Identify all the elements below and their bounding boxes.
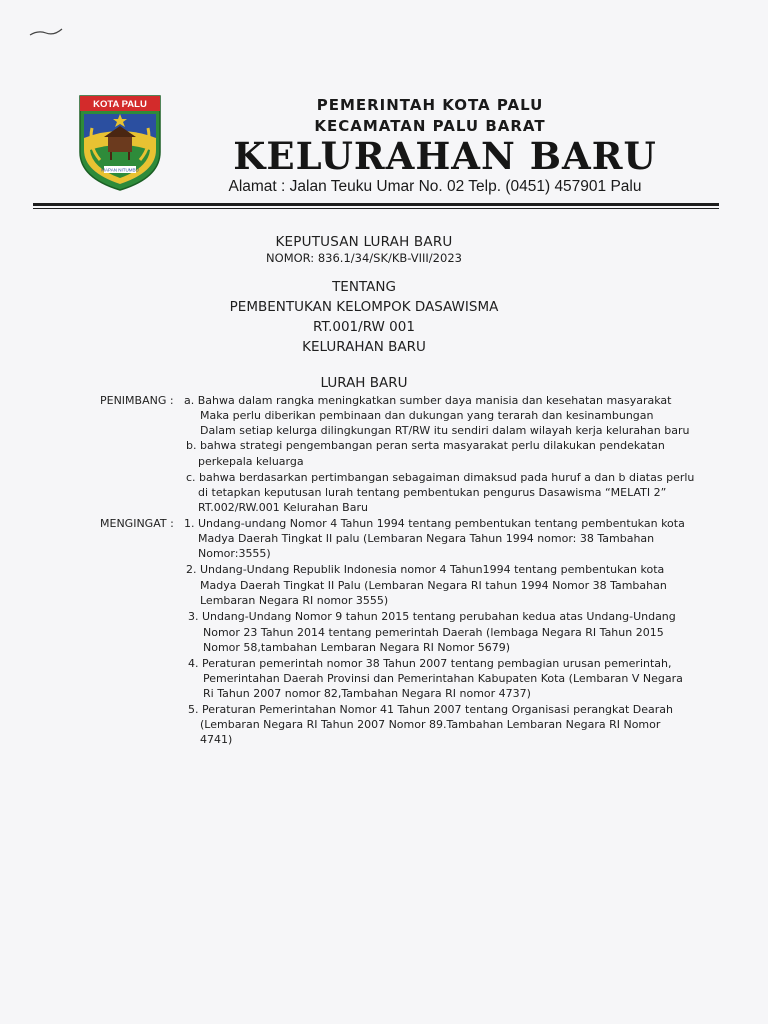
mengingat-line: Nomor:3555) [198,547,271,560]
decision-title: KEPUTUSAN LURAH BARU [275,234,453,250]
mengingat-line: 1. Undang-undang Nomor 4 Tahun 1994 tentang pembentukan tentang pembentukan kota [184,517,685,530]
mengingat-line: Ri Tahun 2007 nomor 82,Tambahan Negara RI nomor 4737) [203,687,531,700]
penimbang-line: Dalam setiap kelurga dilingkungan RT/RW itu sendiri dalam wilayah kerja kelurahan baru [200,424,690,437]
penimbang-line: perkepala keluarga [198,455,304,468]
logo-text: KOTA PALU [93,99,147,110]
scan-mark [28,26,64,38]
mengingat-line: Pemerintahan Daerah Provinsi dan Pemerintahan Kabupaten Kota (Lembaran V Negara [203,672,683,685]
penimbang-line: a. Bahwa dalam rangka meningkatkan sumber daya manisia dan kesehatan masyarakat [184,394,672,407]
header-title: KELURAHAN BARU [233,134,657,178]
mengingat-line: 4741) [200,733,233,746]
mengingat-line: 4. Peraturan pemerintah nomor 38 Tahun 2007 tentang pembagian urusan pemerintah, [188,657,672,670]
mengingat-label: MENGINGAT : [100,517,174,530]
decision-rt-rw: RT.001/RW 001 [313,319,415,335]
mengingat-line: Madya Daerah Tingkat II Palu (Lembaran Negara RI tahun 1994 Nomor 38 Tambahan [200,579,667,592]
mengingat-line: 3. Undang-Undang Nomor 9 tahun 2015 tentang perubahan kedua atas Undang-Undang [188,610,676,623]
decision-kelurahan: KELURAHAN BARU [302,339,426,355]
header-government: PEMERINTAH KOTA PALU [316,96,544,114]
penimbang-line: di tetapkan keputusan lurah tentang pembentukan pengurus Dasawisma “MELATI 2” [198,486,667,499]
header-rule-thick [33,203,719,206]
header-address: Alamat : Jalan Teuku Umar No. 02 Telp. (0451) 457901 Palu [228,178,642,195]
kota-palu-emblem-icon [78,94,162,192]
penimbang-line: c. bahwa berdasarkan pertimbangan sebagaiman dimaksud pada huruf a dan b diatas perlu [186,471,695,484]
logo-banner: MAPAN NITUMBU [101,167,139,173]
mengingat-line: Madya Daerah Tingkat II palu (Lembaran Negara Tahun 1994 nomor: 38 Tambahan [198,532,655,545]
decision-subject: PEMBENTUKAN KELOMPOK DASAWISMA [229,299,499,315]
mengingat-line: 2. Undang-Undang Republik Indonesia nomor 4 Tahun1994 tentang pembentukan kota [186,563,665,576]
decision-signer: LURAH BARU [320,375,408,391]
header-rule-thin [33,208,719,209]
penimbang-line: RT.002/RW.001 Kelurahan Baru [198,501,368,514]
mengingat-line: Nomor 23 Tahun 2014 tentang pemerintah Daerah (lembaga Negara RI Tahun 2015 [203,626,664,639]
decision-tentang: TENTANG [332,279,396,295]
header-district: KECAMATAN PALU BARAT [314,117,546,135]
penimbang-line: Maka perlu diberikan pembinaan dan dukungan yang terarah dan kesinambungan [200,409,654,422]
decision-number: NOMOR: 836.1/34/SK/KB-VIII/2023 [266,251,462,265]
mengingat-line: Lembaran Negara RI nomor 3555) [200,594,389,607]
mengingat-line: 5. Peraturan Pemerintahan Nomor 41 Tahun 2007 tentang Organisasi perangkat Dearah [188,703,673,716]
penimbang-line: b. bahwa strategi pengembangan peran serta masyarakat perlu dilakukan pendekatan [186,439,665,452]
mengingat-line: (Lembaran Negara RI Tahun 2007 Nomor 89.Tambahan Lembaran Negara RI Nomor [200,718,661,731]
mengingat-line: Nomor 58,tambahan Lembaran Negara RI Nomor 5679) [203,641,511,654]
penimbang-label: PENIMBANG : [100,394,174,407]
